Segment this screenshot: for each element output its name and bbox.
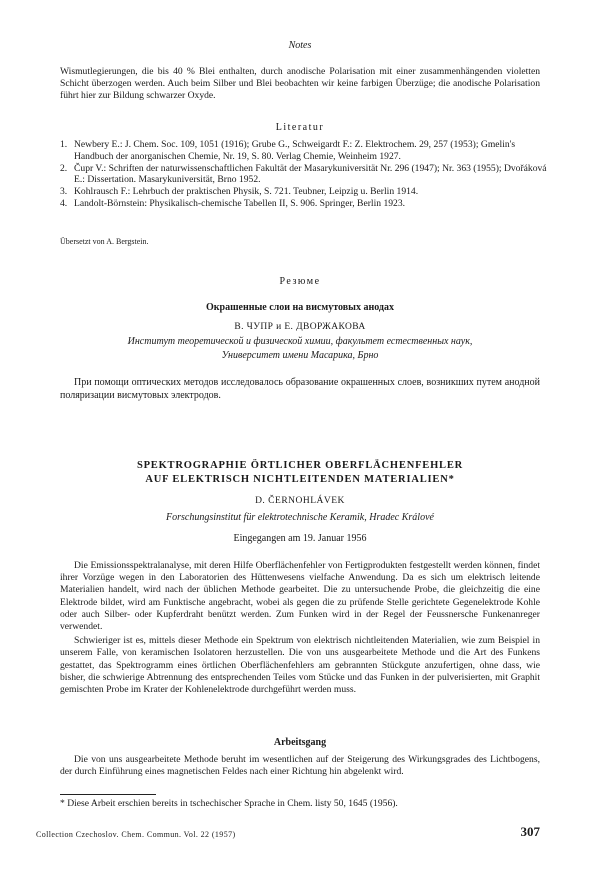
resume-body xyxy=(60,376,540,402)
reference-text: Čupr V.: Schriften der naturwissenschaftlichen Fakultät der Masarykuniversität Nr. 296 (1947); Nr. 363 (1955); Dvořáková E.: Dissertation. Masarykuniversität, Brno 1952. xyxy=(74,162,547,186)
running-header: Notes xyxy=(288,40,312,51)
resume-authors: В. ЧУПР и Е. ДВОРЖАКОВА xyxy=(234,322,366,332)
resume-title: Окрашенные слои на висмутовых анодах xyxy=(205,302,394,313)
section-body xyxy=(60,754,540,778)
reference-text: Landolt-Börnstein: Physikalisch-chemische Tabellen II, S. 906. Springer, Berlin 1923. xyxy=(74,198,406,210)
resume-affiliation-line2: Университет имени Масарика, Брно xyxy=(221,350,379,361)
reference-item xyxy=(60,186,550,198)
resume-affiliation-line1: Институт теоретической и физической химии, факультет естественных наук, xyxy=(127,336,473,347)
reference-item xyxy=(60,139,550,162)
reference-number: 2. xyxy=(60,162,68,174)
article-author: D. ČERNOHLÁVEK xyxy=(255,496,345,506)
resume-body-text: При помощи оптических методов исследовалось образование окрашенных слоев, возникших путем анодной поляризации висмутовых электродов. xyxy=(60,377,540,401)
intro-paragraph xyxy=(60,66,540,103)
footnote-rule xyxy=(60,794,156,795)
article-paragraph-2: Schwieriger ist es, mittels dieser Methode ein Spektrum von elektrisch nichtleitenden Materialien, wie zum Beispiel in unserem Falle, von keramischen Isolatoren herzustellen. Die von uns ausgearbeitete Methode und die Art des Funkens gestattet, das Spektrogramm eines örtlichen Oberflächenfehlers am gebrannten Stückgute anzufertigen, ohne dass, wie bisher, die schwierige Abtrennung des entsprechenden Teiles vom Stücke und das Funken in der pulverisierten, mit Graphit gemischten Probe im Krater der Kohlenelektrode durchgeführt werden muss. xyxy=(60,635,540,696)
reference-item xyxy=(60,198,550,210)
article-affiliation: Forschungsinstitut für elektrotechnische Keramik, Hradec Králové xyxy=(166,512,434,523)
section-heading: Arbeitsgang xyxy=(273,737,327,748)
article-body xyxy=(60,560,540,696)
reference-item xyxy=(60,163,550,186)
reference-text: Kohlrausch F.: Lehrbuch der praktischen Physik, S. 721. Teubner, Leipzig u. Berlin 1914. xyxy=(74,186,419,198)
literature-heading: Literatur xyxy=(275,122,325,133)
reference-number: 1. xyxy=(60,139,68,150)
translator-note: Übersetzt von A. Bergstein. xyxy=(60,237,149,246)
article-title-line2: AUF ELEKTRISCH NICHTLEITENDEN MATERIALIEN* xyxy=(145,474,455,485)
article-title-line1: SPEKTROGRAPHIE ÖRTLICHER OBERFLÄCHENFEHLER xyxy=(136,460,464,471)
article-paragraph-1: Die Emissionsspektralanalyse, mit deren Hilfe Oberflächenfehler von Fertigprodukten festgestellt werden können, findet ihrer Vorzüge wegen in den Laboratorien des Hüttenwesens vielfache Anwendung. Da es sich um elektrisch leitende Materialien handelt, wird nach der üblichen Methode gearbeitet. Die zu untersuchende Probe, die gleichzeitig die eine Elektrode bildet, wird am Funktische angebracht, wobei als gegen die zu prüfende Stelle gerichtete Gegenelektrode Kohle oder auch Silber- oder Kupferdraht benützt werden. Zum Funken wird in der Regel der Feussnersche Funkenanreger verwendet. xyxy=(60,560,540,633)
article-paragraph-3: Die von uns ausgearbeitete Methode beruht im wesentlichen auf der Steigerung des Wirkungsgrades des Lichtbogens, der durch Einführung eines magnetischen Feldes nach einer Richtung hin abgelenkt wird. xyxy=(60,754,540,778)
intro-text: Wismutlegierungen, die bis 40 % Blei enthalten, durch anodische Polarisation mit einer zusammenhängenden violetten Schicht überzogen werden. Auch beim Silber und Blei beobachten wir keine farbigen Überzüge; die anodische Polarisation führt hier zur Bildung schwarzer Oxyde. xyxy=(60,66,540,102)
received-date: Eingegangen am 19. Januar 1956 xyxy=(233,533,367,544)
page-number: 307 xyxy=(520,824,540,839)
footnote: * Diese Arbeit erschien bereits in tschechischer Sprache in Chem. listy 50, 1645 (1956). xyxy=(60,798,398,809)
journal-footer: Collection Czechoslov. Chem. Commun. Vol. 22 (1957) xyxy=(36,830,236,839)
reference-number: 4. xyxy=(60,198,68,210)
reference-text: Newbery E.: J. Chem. Soc. 109, 1051 (1916); Grube G., Schweigardt F.: Z. Elektrochem. 29, 257 (1953); Gmelin's Handbuch der anorganischen Chemie, Nr. 19, S. 80. Verlag Chemie, Weinheim 1927. xyxy=(74,139,516,162)
reference-number: 3. xyxy=(60,186,68,198)
resume-heading: Резюме xyxy=(279,276,321,287)
literature-list xyxy=(60,139,550,211)
